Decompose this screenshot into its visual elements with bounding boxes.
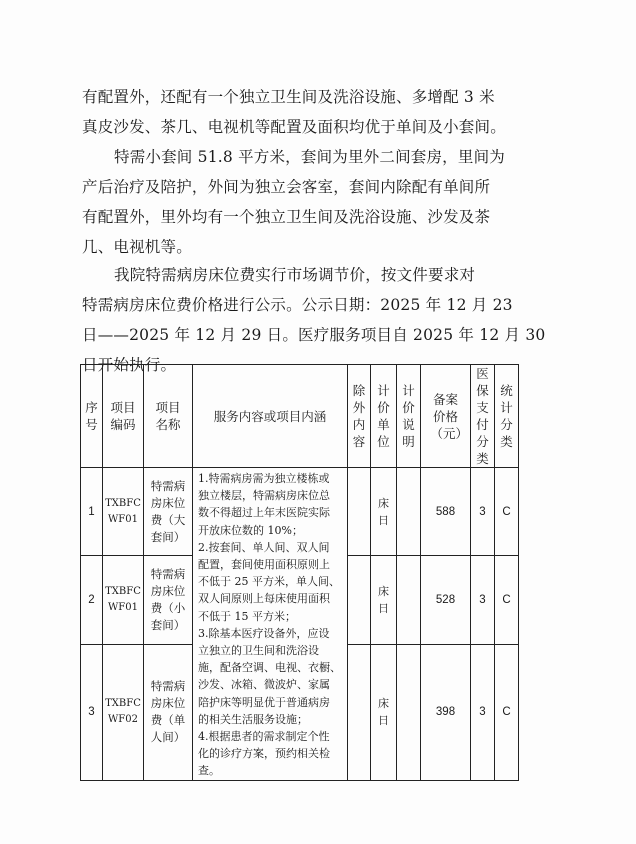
cell-excluded [348, 468, 371, 556]
text-line: 日开始执行。 [82, 356, 177, 374]
cell-insurance: 3 [471, 556, 495, 645]
content-line: 不低于 25 平方米，单人间、 [198, 575, 340, 589]
text-line: 有配置外，还配有一个独立卫生间及洗浴设施、多增配 3 米 [82, 88, 495, 106]
cell-price: 528 [421, 556, 471, 645]
content-line: 沙发、冰箱、微波炉、家属 [198, 678, 330, 692]
cell-service-content [193, 468, 348, 781]
content-line: 的相关生活服务设施； [198, 712, 308, 726]
header-note: 计价说明 [397, 365, 421, 468]
cell-name: 特需病 房床位 费（小 套间） [144, 556, 193, 645]
cell-code: TXBFC WF01 [103, 556, 144, 645]
cell-note [397, 556, 421, 645]
cell-seq: 3 [81, 645, 103, 780]
cell-note [397, 645, 421, 780]
cell-seq: 2 [81, 556, 103, 645]
text-line: 几、电视机等。 [82, 238, 192, 256]
text-line: 产后治疗及陪护，外间为独立会客室，套间内除配有单间所 [82, 178, 491, 196]
cell-stat: C [495, 645, 519, 780]
price-table [80, 364, 519, 781]
content-line: 化的诊疗方案，预约相关检 [198, 747, 330, 761]
header-insurance: 医保支付分类 [471, 365, 495, 468]
text-line: 日——2025 年 12 月 29 日。医疗服务项目自 2025 年 12 月 30 [82, 326, 546, 344]
text-line: 特需小套间 51.8 平方米，套间为里外二间套房，里间为 [114, 148, 505, 166]
cell-code: TXBFC WF02 [103, 645, 144, 780]
content-line: 查。 [198, 764, 220, 778]
content-line: 1.特需病房需为独立楼栋或 [198, 472, 330, 485]
cell-insurance: 3 [471, 645, 495, 780]
content-line: 不低于 15 平方米； [198, 609, 296, 623]
cell-seq: 1 [81, 468, 103, 556]
header-excluded: 除外内容 [348, 365, 371, 468]
header-unit: 计价单位 [371, 365, 397, 468]
cell-excluded [348, 645, 371, 780]
cell-unit: 床日 [371, 645, 397, 780]
header-code: 项目编码 [103, 365, 144, 468]
content-line: 立独立的卫生间和洗浴设 [198, 644, 319, 658]
table-header-row [81, 365, 519, 468]
cell-name: 特需病 房床位 费（单 人间） [144, 645, 193, 780]
content-line: 施，配备空调、电视、衣橱、 [198, 661, 341, 675]
table-row [81, 468, 519, 556]
cell-name: 特需病 房床位 费（大 套间） [144, 468, 193, 556]
content-line: 3.除基本医疗设备外，应设 [198, 626, 330, 640]
content-line: 配置，套间使用面积原则上 [198, 558, 330, 572]
cell-stat: C [495, 468, 519, 556]
content-line: 开放床位数的 10%； [198, 523, 303, 537]
content-line: 4.根据患者的需求制定个性 [198, 730, 330, 744]
header-price: 备案价格（元） [421, 365, 471, 468]
text-line: 有配置外，里外均有一个独立卫生间及洗浴设施、沙发及茶 [82, 208, 491, 226]
header-stat: 统计分类 [495, 365, 519, 468]
cell-code: TXBFC WF01 [103, 468, 144, 556]
paragraph-2 [82, 142, 522, 262]
cell-unit: 床日 [371, 468, 397, 556]
cell-price: 398 [421, 645, 471, 780]
text-line: 真皮沙发、茶几、电视机等配置及面积均优于单间及小套间。 [82, 118, 506, 136]
header-seq: 序号 [81, 365, 103, 468]
content-line: 2.按套间、单人间、双人间 [198, 540, 330, 554]
content-line: 双人间原则上每床使用面积 [198, 592, 330, 606]
paragraph-1 [82, 82, 522, 142]
cell-price: 588 [421, 468, 471, 556]
paragraph-3 [82, 260, 546, 380]
cell-unit: 床日 [371, 556, 397, 645]
text-line: 特需病房床位费价格进行公示。公示日期：2025 年 12 月 23 [82, 296, 513, 314]
cell-excluded [348, 556, 371, 645]
text-line: 我院特需病房床位费实行市场调节价，按文件要求对 [114, 266, 476, 284]
header-name: 项目名称 [144, 365, 193, 468]
cell-note [397, 468, 421, 556]
cell-insurance: 3 [471, 468, 495, 556]
content-line: 独立楼层，特需病房床位总 [198, 489, 330, 503]
cell-stat: C [495, 556, 519, 645]
content-line: 陪护床等明显优于普通病房 [198, 695, 330, 709]
header-content: 服务内容或项目内涵 [193, 365, 348, 468]
content-line: 数不得超过上年末医院实际 [198, 506, 330, 520]
